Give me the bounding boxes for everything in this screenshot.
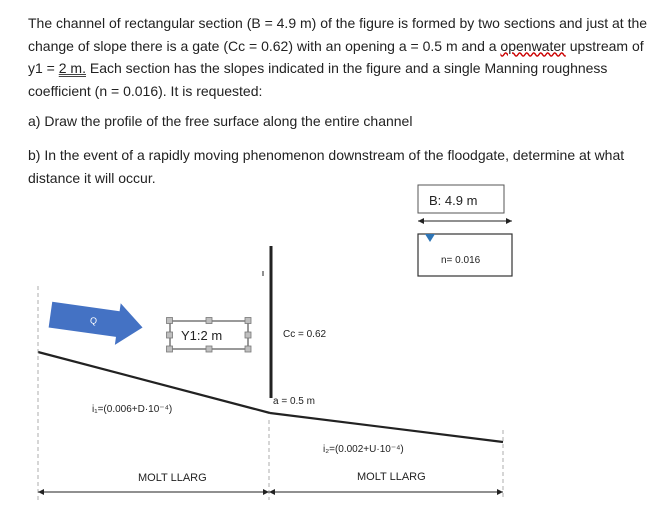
manning-label: n= 0.016	[441, 255, 481, 266]
slope-2-label: i₂=(0.002+U·10⁻⁴)	[323, 444, 404, 455]
contraction-coefficient-label: Cc = 0.62	[283, 329, 327, 340]
question-a: a) Draw the profile of the free surface along the entire channel	[28, 113, 413, 129]
slope-1-label: i₁=(0.006+D·10⁻⁴)	[92, 404, 173, 415]
y1-value: 2 m.	[58, 60, 86, 76]
gate-opening-label: a = 0.5 m	[273, 396, 315, 407]
problem-text-part-3: Each section has the slopes indicated in the figure and a single Manning roughness coefficient (n = 0.016). It is requested:	[28, 60, 608, 99]
problem-text-part-1: The channel of rectangular section (B = 4.9 m) of the figure is formed by two sections and just at the change of slope there is a gate (Cc = 0.62) with an opening a = 0.5 m and a	[28, 15, 648, 54]
flow-label: Q	[89, 315, 98, 327]
problem-text-part-2: upstream of y1 =	[28, 37, 644, 76]
y1-label: Y1:2 m	[181, 328, 223, 343]
width-label: B: 4.9 m	[429, 193, 478, 208]
channel-bed-downstream	[270, 413, 503, 442]
question-b: b) In the event of a rapidly moving phenomenon downstream of the floodgate, determine at what distance it will occur.	[28, 147, 625, 186]
length-1-label: MOLT LLARG	[138, 472, 207, 484]
length-2-label: MOLT LLARG	[357, 471, 426, 483]
openwater-word: openwater	[500, 37, 566, 54]
